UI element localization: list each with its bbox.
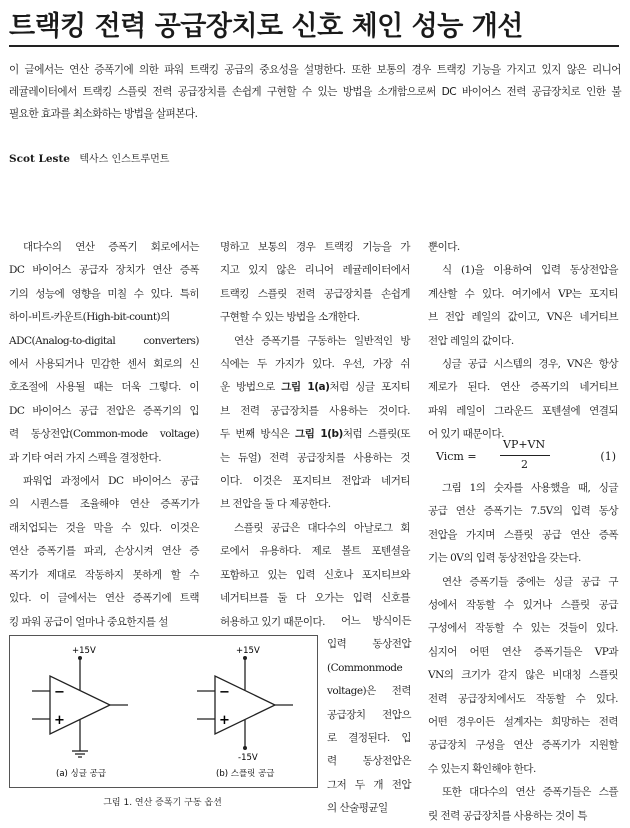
figure-a-supply: +15V [72, 646, 96, 656]
text-line: 명하고 보통의 경우 트랙킹 기능을 가 [220, 241, 410, 253]
text-line: 스플릿 공급은 대다수의 아날로그 회 [234, 521, 410, 534]
fraction-bar [500, 455, 550, 456]
text-line: 공급 연산 증폭기는 7.5V의 입력 동상 [428, 505, 618, 518]
text-line: 식 (1)을 이용하여 입력 동상전압을 [442, 264, 618, 277]
text-line: 기는 0V의 입력 동상전압을 갖는다. [428, 552, 581, 565]
text-line: 대다수의 연산 증폭기 회로에서는 [23, 241, 199, 253]
equation-1 [428, 438, 618, 478]
text-line: 공급장치 구성을 연산 증폭기가 지원할 [428, 739, 618, 752]
text-line: 포함하고 있는 입력 신호나 포지티브와 [220, 568, 410, 581]
text-line: ADC(Analog-to-digital converters) [9, 334, 199, 347]
column-3-continued [428, 477, 618, 828]
equation-denominator: 2 [521, 458, 528, 471]
text-line: 심지어 어떤 연산 증폭기들은 VP과 [428, 645, 618, 658]
text-line: 그저 두 개 전압 [327, 778, 411, 791]
text-line: 폭기가 제대로 작동하지 못하게 할 수 [9, 568, 199, 581]
text-line: 연산 증폭기를 파괴, 손상시켜 연산 증 [9, 545, 199, 558]
article-title: 트랙킹 전력 공급장치로 신호 체인 성능 개선 [9, 11, 523, 42]
text-line: 호조절에 사용될 때는 더욱 그렇다. 이 [9, 381, 199, 394]
plus-sign-b: + [219, 713, 230, 728]
text-line: 공급장치 전압으 [327, 708, 411, 721]
column-2 [220, 236, 410, 634]
text-line: 또한 대다수의 연산 증폭기들은 스플 [442, 786, 618, 799]
text-line: 력 동상전압(Common-mode voltage) [9, 428, 199, 441]
text-line: 래치업되는 것을 막을 수 있다. 이것은 [9, 521, 199, 534]
text-line: 의 산술평균일 [327, 802, 388, 815]
text-line: 네거티브를 둘 다 오가는 입력 신호를 [220, 592, 410, 605]
column-2-continued [327, 610, 411, 821]
opamp-diagram [10, 636, 317, 787]
text-line: 로에서 유용하다. 제로 볼트 포텐셜을 [220, 545, 410, 558]
text-line: 제로가 된다. 연산 증폭기의 네거티브 [428, 381, 618, 394]
text-line: 어느 방식이든 [341, 615, 411, 627]
figure-b-supply-neg: -15V [238, 753, 258, 763]
text-line: 트랙킹 스플릿 전력 공급장치를 손쉽게 [220, 287, 410, 300]
author-name: Scot Leste [9, 153, 70, 165]
text-line: 운 방법으로 그림 1(a)처럼 싱글 포지티 [220, 381, 411, 394]
text-line: 어떤 경우이든 설계자는 희망하는 전력 [428, 716, 618, 729]
text-line: 이다. 이것은 포지티브 전압과 네거티 [220, 475, 410, 488]
text-line: 수 있는지 확인해야 한다. [428, 762, 536, 775]
text-line: DC 바이어스 공급자 장치가 연산 증폭 [9, 264, 199, 277]
plus-sign-a: + [54, 713, 65, 728]
text-line: 브 전력 공급장치를 사용하는 것이다. [220, 404, 410, 417]
text-line: 릿 전력 공급장치를 사용하는 것이 특 [428, 809, 587, 822]
text-line: 력 동상전압은 [327, 755, 411, 768]
text-line: voltage)은 전력 [327, 685, 411, 698]
text-line: 있다. 이 글에서는 연산 증폭기에 트랙 [9, 592, 199, 605]
text-line: 전압을 가지며 스플릿 공급 연산 증폭 [428, 528, 618, 541]
text-line: 전압 레일의 값이다. [428, 334, 514, 347]
equation-lhs: Vicm = [436, 450, 477, 463]
abstract-line: 필요한 효과를 최소화하는 방법을 살펴본다. [9, 108, 198, 120]
equation-number: (1) [600, 450, 616, 463]
text-line: 브 전압을 둘 다 제공한다. [220, 498, 331, 511]
text-line: 식에는 두 가지가 있다. 우선, 가장 쉬 [220, 358, 410, 371]
text-line: 성에서 작동할 수 있거나 스플릿 공급 [428, 599, 618, 612]
figure-1 [9, 635, 318, 788]
text-line: 구현할 수 있는 방법을 소개한다. [220, 311, 360, 324]
text-line: 는 듀얼) 전력 공급장치를 사용하는 것 [220, 451, 410, 464]
figure-caption: 그림 1. 연산 증폭기 구동 옵션 [103, 798, 222, 808]
figure-a-label: (a) 싱글 공급 [56, 769, 107, 779]
title-rule [9, 45, 619, 47]
text-line: (Commonmode [327, 661, 403, 674]
minus-sign-a: − [54, 685, 65, 700]
column-3 [428, 236, 618, 447]
text-line: 기의 성능에 영향을 미칠 수 있다. 특히 [9, 287, 199, 300]
text-line: 연산 증폭기들 중에는 싱글 공급 구 [442, 575, 618, 588]
text-line: 파워 레일이 그라운드 포텐셜에 연결되 [428, 404, 618, 417]
figure-b-supply-pos: +15V [236, 646, 260, 656]
text-line: 구성에서 작동할 수 있는 것들이 있다. [428, 622, 618, 635]
text-line: 계산할 수 있다. 여기에서 VP는 포지티 [428, 287, 618, 300]
text-line: 파워업 과정에서 DC 바이어스 공급 [23, 475, 199, 488]
text-line: 그림 1의 숫자를 사용했을 때, 싱글 [442, 482, 618, 494]
text-line: 의 시퀀스를 조율해야 연산 증폭기가 [9, 498, 199, 511]
text-line: 입력 동상전압 [327, 638, 411, 651]
abstract-line: 이 글에서는 연산 증폭기에 의한 파워 트랙킹 공급의 중요성을 설명한다. 또한 보통의 경우 트랙킹 기능을 가지고 있지 않은 리니어 [9, 64, 621, 76]
figure-b-label: (b) 스플릿 공급 [216, 769, 275, 779]
abstract [9, 59, 621, 125]
text-line: 하이-비트-카운트(High-bit-count)의 [9, 311, 170, 324]
text-line: 전력 공급장치에서도 작동할 수 있다. [428, 692, 618, 705]
text-line: 에서 사용되거나 민감한 센서 회로의 신 [9, 358, 199, 371]
minus-sign-b: − [219, 685, 230, 700]
byline [9, 150, 169, 165]
text-line: 싱글 공급 시스템의 경우, VN은 항상 [442, 358, 618, 371]
text-line: DC 바이어스 공급 전압은 증폭기의 입 [9, 404, 199, 417]
text-line: 킹 파워 공급이 얼마나 중요한지를 설 [9, 615, 168, 628]
text-line: 두 번째 방식은 그림 1(b)처럼 스플릿(또 [220, 428, 410, 441]
text-line: 과 기타 여러 가지 스펙을 결정한다. [9, 451, 162, 464]
text-line: 지고 있지 않은 리니어 레귤레이터에서 [220, 264, 410, 277]
text-line: 허용하고 있기 때문이다. [220, 615, 325, 628]
text-line: 연산 증폭기를 구동하는 일반적인 방 [234, 334, 410, 347]
abstract-line: 레귤레이터에서 트랙킹 스플릿 전력 공급장치를 손쉽게 구현할 수 있는 방법을 소개함으로써 DC 바이어스 전력 공급장치로 인한 불 [9, 86, 621, 98]
text-line: VN의 크기가 같지 않은 비대칭 스플릿 [428, 669, 618, 682]
text-line: 로 결정된다. 입 [327, 732, 411, 745]
column-1 [9, 236, 199, 634]
text-line: 뿐이다. [428, 241, 460, 253]
text-line: 브 전압 레일의 값이고, VN은 네거티브 [428, 311, 618, 324]
text-line: 어 있기 때문이다. [428, 428, 505, 441]
equation-numerator: VP+VN [503, 438, 546, 451]
author-org: 텍사스 인스트루먼트 [79, 154, 170, 165]
